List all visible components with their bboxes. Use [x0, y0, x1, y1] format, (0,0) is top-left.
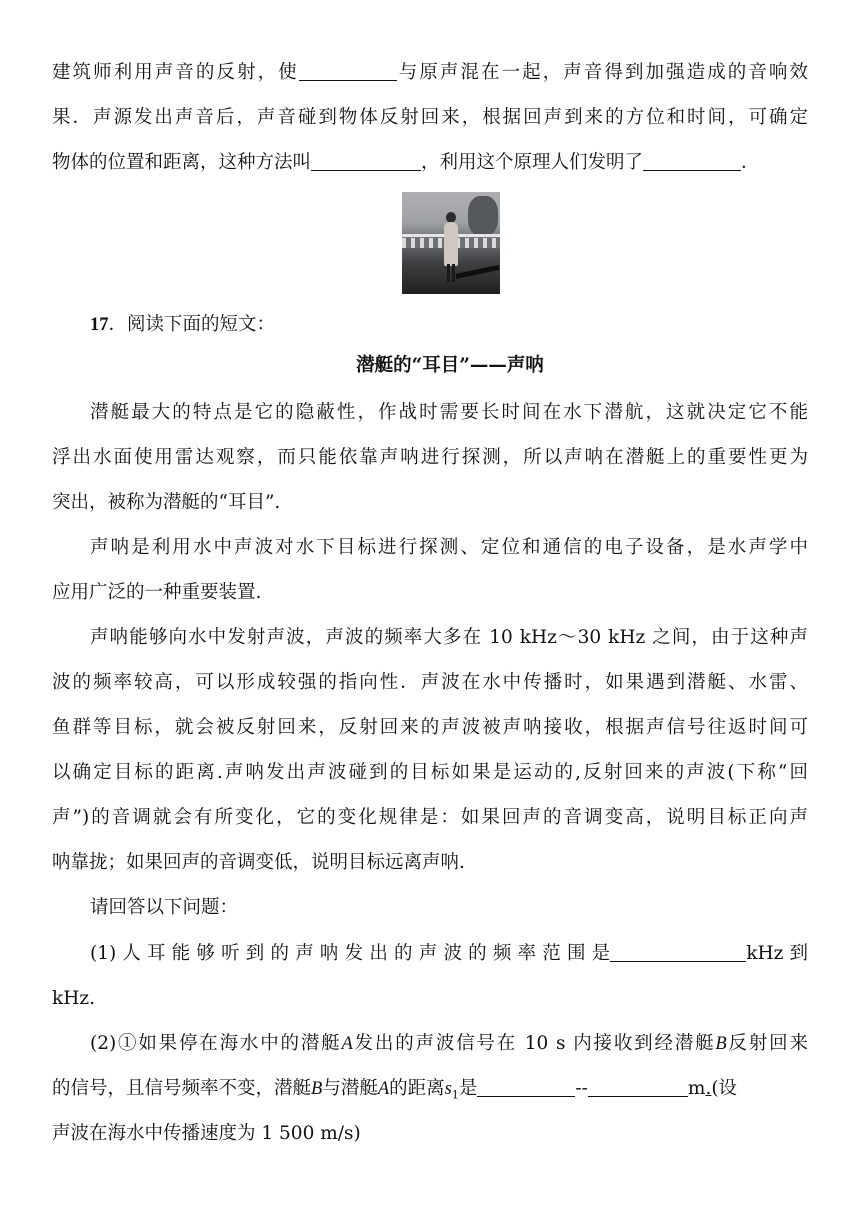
var-A: A [341, 1034, 353, 1054]
para3-line-4: 以确定目标的距离.声呐发出声波碰到的目标如果是运动的,反射回来的声波(下称“回 [52, 762, 808, 783]
para3-line-2: 波的频率较高，可以形成较强的指向性．声波在水中传播时，如果遇到潜艇、水雷、 [52, 672, 808, 693]
answer-blank[interactable] [643, 152, 741, 171]
q16-line-3 [52, 149, 808, 177]
var-B: B [311, 1079, 323, 1099]
para1-line-1: 潜艇最大的特点是它的隐蔽性，作战时需要长时间在水下潜航，这就决定它不能 [90, 402, 808, 423]
tree-shape [468, 196, 498, 236]
text: ． [741, 152, 760, 173]
para2-line-2: 应用广泛的一种重要装置. [52, 582, 262, 603]
var-B: B [715, 1034, 727, 1054]
answer-blank[interactable] [477, 1078, 575, 1097]
var-s: s [444, 1079, 452, 1099]
q16-line-1 [52, 59, 808, 87]
person-shadow [455, 265, 499, 279]
answer-blank[interactable] [588, 1078, 688, 1097]
para2-line-1: 声呐是利用水中声波对水下目标进行探测、定位和通信的电子设备，是水声学中 [90, 537, 808, 558]
text: (设 [711, 1078, 738, 1099]
questions-prompt: 请回答以下问题： [90, 897, 239, 918]
sub2-line-3: 声波在海水中传播速度为 1 500 m/s) [52, 1123, 361, 1144]
unit: m [687, 1078, 706, 1099]
text: (2)①如果停在海水中的潜艇 [90, 1033, 342, 1054]
question-number: 17 [90, 315, 109, 335]
text: -- [575, 1078, 588, 1099]
person-legs [447, 264, 455, 282]
text: 的距离 [389, 1078, 445, 1099]
text: 与原声混在一起，声音得到加强造成的音响效 [396, 62, 808, 83]
para3-line-5: 声”)的音调就会有所变化，它的变化规律是：如果回声的音调变高，说明目标正向声 [52, 807, 808, 828]
answer-blank[interactable] [299, 62, 397, 81]
text: (1) 人 耳 能 够 听 到 的 声 呐 发 出 的 声 波 的 频 率 范 围 是 [90, 943, 611, 964]
subscript: 1 [451, 1088, 459, 1102]
answer-blank[interactable] [610, 943, 746, 962]
para1-line-2: 浮出水面使用雷达观察，而只能依靠声呐进行探测，所以声呐在潜艇上的重要性更为 [52, 447, 808, 468]
q16-line-2: 果．声源发出声音后，声音碰到物体反射回来，根据回声到来的方位和时间，可确定 [52, 107, 808, 128]
answer-blank[interactable] [311, 152, 421, 171]
sub2-line-2 [52, 1075, 808, 1110]
sub1-line-2: kHz. [52, 988, 95, 1009]
para1-line-3: 突出，被称为潜艇的“耳目”. [52, 492, 281, 513]
text: 的信号，且信号频率不变，潜艇 [52, 1078, 312, 1099]
text: 反射回来 [726, 1033, 808, 1054]
sub1-line-1 [90, 940, 808, 968]
para3-line-3: 鱼群等目标，就会被反射回来，反射回来的声波被声呐接收，根据声信号往返时间可 [52, 717, 808, 738]
text: 与潜艇 [322, 1078, 378, 1099]
q17-intro [90, 311, 808, 339]
para3-line-1: 声呐能够向水中发射声波，声波的频率大多在 10 kHz～30 kHz 之间，由于这种声 [90, 627, 808, 648]
sub2-line-1 [90, 1030, 808, 1058]
text: 物体的位置和距离，这种方法叫 [52, 152, 312, 173]
text: kHz 到 [746, 943, 808, 964]
photo-person-at-railing [402, 192, 500, 294]
text: 发出的声波信号在 10 s 内接收到经潜艇 [352, 1033, 716, 1054]
var-A: A [377, 1079, 390, 1099]
text: ．阅读下面的短文： [108, 314, 276, 335]
text: 建筑师利用声音的反射，使 [52, 62, 299, 83]
text: 是 [458, 1078, 478, 1099]
para3-line-6: 呐靠拢；如果回声的音调变低，说明目标远离声呐. [52, 852, 465, 873]
article-title: 潜艇的“耳目”——声呐 [356, 355, 544, 376]
person-body [444, 222, 458, 266]
text: . [705, 1078, 712, 1099]
text: ，利用这个原理人们发明了 [421, 152, 644, 173]
